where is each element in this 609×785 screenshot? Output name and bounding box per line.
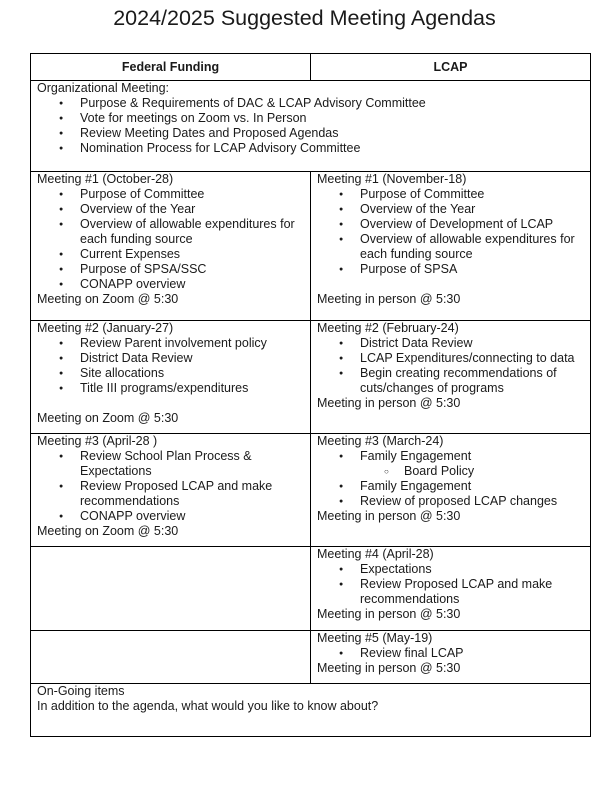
federal-meeting-2-location: Meeting on Zoom @ 5:30 <box>37 411 179 425</box>
federal-meeting-1-location: Meeting on Zoom @ 5:30 <box>37 292 179 306</box>
list-item: ● Nomination Process for LCAP Advisory Committee <box>80 141 584 156</box>
meeting-4-row <box>31 547 591 631</box>
list-item: ● Purpose of SPSA <box>360 262 584 277</box>
ongoing-items-cell <box>31 684 591 737</box>
list-item: ● Review Meeting Dates and Proposed Agendas <box>80 126 584 141</box>
federal-empty-cell <box>31 631 311 684</box>
meeting-3-row <box>31 434 591 547</box>
list-item: ● Review School Plan Process & Expectations <box>80 449 304 479</box>
list-item: ● CONAPP overview <box>80 277 304 292</box>
lcap-meeting-2-heading: Meeting #2 (February-24) <box>317 321 459 335</box>
federal-meeting-1-cell <box>31 172 311 321</box>
list-item: ● CONAPP overview <box>80 509 304 524</box>
column-header-federal-funding: Federal Funding <box>31 54 311 81</box>
ongoing-items-text: In addition to the agenda, what would you like to know about? <box>37 699 379 713</box>
lcap-meeting-3-sublist <box>360 464 584 479</box>
list-item-label: Family Engagement <box>360 449 472 463</box>
list-item: ● Overview of the Year <box>360 202 584 217</box>
organizational-meeting-cell <box>31 81 591 172</box>
list-item: ● Purpose of Committee <box>360 187 584 202</box>
federal-meeting-3-cell <box>31 434 311 547</box>
list-item: ● Review Parent involvement policy <box>80 336 304 351</box>
list-item: ● LCAP Expenditures/connecting to data <box>360 351 584 366</box>
page-title: 2024/2025 Suggested Meeting Agendas <box>113 6 496 30</box>
list-item: ● Overview of allowable expenditures for each funding source <box>360 232 584 262</box>
lcap-meeting-4-cell <box>311 547 591 631</box>
agenda-table <box>30 53 591 737</box>
ongoing-items-row <box>31 684 591 737</box>
lcap-meeting-5-list <box>317 646 584 661</box>
lcap-meeting-4-location: Meeting in person @ 5:30 <box>317 607 461 621</box>
lcap-meeting-4-heading: Meeting #4 (April-28) <box>317 547 434 561</box>
lcap-meeting-1-list <box>317 187 584 277</box>
lcap-meeting-5-heading: Meeting #5 (May-19) <box>317 631 433 645</box>
federal-empty-cell <box>31 547 311 631</box>
spacer <box>317 277 584 292</box>
column-header-lcap: LCAP <box>311 54 591 81</box>
federal-meeting-2-cell <box>31 321 311 434</box>
lcap-meeting-5-cell <box>311 631 591 684</box>
header-row <box>31 54 591 81</box>
federal-meeting-2-list <box>37 336 304 396</box>
list-item: ● Vote for meetings on Zoom vs. In Person <box>80 111 584 126</box>
list-item: ● Review final LCAP <box>360 646 584 661</box>
list-item: ● Overview of the Year <box>80 202 304 217</box>
lcap-meeting-2-cell <box>311 321 591 434</box>
federal-meeting-1-heading: Meeting #1 (October-28) <box>37 172 174 186</box>
organizational-meeting-heading: Organizational Meeting: <box>37 81 170 95</box>
list-item: ● Purpose of SPSA/SSC <box>80 262 304 277</box>
lcap-meeting-1-heading: Meeting #1 (November-18) <box>317 172 467 186</box>
lcap-meeting-3-location: Meeting in person @ 5:30 <box>317 509 461 523</box>
list-item: ● Review of proposed LCAP changes <box>360 494 584 509</box>
lcap-meeting-5-location: Meeting in person @ 5:30 <box>317 661 461 675</box>
meeting-5-row <box>31 631 591 684</box>
list-item: ● District Data Review <box>360 336 584 351</box>
list-item: ● Purpose of Committee <box>80 187 304 202</box>
list-item <box>360 449 584 479</box>
list-item: ● Title III programs/expenditures <box>80 381 304 396</box>
federal-meeting-3-list <box>37 449 304 524</box>
organizational-meeting-list <box>37 96 584 156</box>
lcap-meeting-3-heading: Meeting #3 (March-24) <box>317 434 444 448</box>
sub-list-item: ○ Board Policy <box>404 464 584 479</box>
lcap-meeting-1-cell <box>311 172 591 321</box>
lcap-meeting-1-location: Meeting in person @ 5:30 <box>317 292 461 306</box>
list-item: ● Site allocations <box>80 366 304 381</box>
list-item: ● Overview of Development of LCAP <box>360 217 584 232</box>
meeting-2-row <box>31 321 591 434</box>
lcap-meeting-3-list <box>317 449 584 509</box>
ongoing-items-heading: On-Going items <box>37 684 125 698</box>
lcap-meeting-2-location: Meeting in person @ 5:30 <box>317 396 461 410</box>
federal-meeting-3-location: Meeting on Zoom @ 5:30 <box>37 524 179 538</box>
list-item: ● Family Engagement <box>360 479 584 494</box>
spacer <box>37 396 304 411</box>
federal-meeting-3-heading: Meeting #3 (April-28 ) <box>37 434 158 448</box>
list-item: ● Current Expenses <box>80 247 304 262</box>
list-item: ● Review Proposed LCAP and make recommendations <box>360 577 584 607</box>
list-item: ● Review Proposed LCAP and make recommendations <box>80 479 304 509</box>
federal-meeting-2-heading: Meeting #2 (January-27) <box>37 321 174 335</box>
organizational-meeting-row <box>31 81 591 172</box>
lcap-meeting-4-list <box>317 562 584 607</box>
list-item: ● Expectations <box>360 562 584 577</box>
meeting-1-row <box>31 172 591 321</box>
federal-meeting-1-list <box>37 187 304 292</box>
lcap-meeting-2-list <box>317 336 584 396</box>
list-item: ● District Data Review <box>80 351 304 366</box>
list-item: ● Overview of allowable expenditures for each funding source <box>80 217 304 247</box>
list-item: ● Begin creating recommendations of cuts/changes of programs <box>360 366 584 396</box>
lcap-meeting-3-cell <box>311 434 591 547</box>
list-item: ● Purpose & Requirements of DAC & LCAP Advisory Committee <box>80 96 584 111</box>
